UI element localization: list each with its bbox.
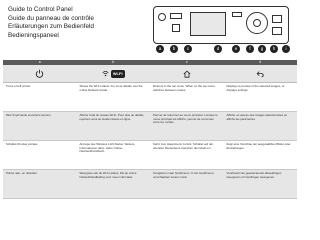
- callout-d: d: [214, 45, 222, 53]
- callout-c: c: [184, 45, 192, 53]
- wifi-button: [170, 13, 182, 19]
- ok-button: [253, 19, 261, 27]
- callout-a: a: [156, 45, 164, 53]
- power-button: [158, 13, 166, 21]
- callout-b: b: [170, 45, 178, 53]
- table-cell: Kehrt zum Hauptmenü zurück. Schaltet auf der obersten Menüebene zwischen den Modi um.: [153, 142, 214, 150]
- title-french: Guide du panneau de contrôle: [8, 14, 94, 22]
- power-icon: [35, 69, 44, 78]
- column-header-b: b: [112, 60, 115, 64]
- column-header-c: c: [185, 60, 188, 64]
- back-button: [232, 12, 242, 17]
- function-table: [3, 60, 297, 199]
- table-cell: Permet de retourner au menu principal. Lorsque le menu principal est affiché, permet de commuter entre les modes.: [153, 113, 218, 125]
- table-cell: Voorbeeld van geselecteerde afbeeldingen weergeven of instellingen weergeven.: [226, 171, 282, 179]
- table-cell: Displays a preview of the selected images, or displays settings.: [226, 84, 285, 92]
- column-header-d: d: [259, 60, 262, 64]
- column-header-a: a: [38, 60, 41, 64]
- icon-cell-b: [77, 65, 151, 82]
- callout-e: e: [232, 45, 240, 53]
- icon-row: [3, 65, 297, 83]
- table-cell: Met l'imprimante sous/hors tension.: [6, 113, 52, 117]
- title-english: Guide to Control Panel: [8, 6, 73, 13]
- icon-cell-d: [224, 65, 298, 82]
- icon-cell-c: [150, 65, 224, 82]
- table-cell: Zeigt eine Vorschau der ausgewählten Bilder oder Einstellungen.: [226, 142, 291, 150]
- table-row-german: [3, 141, 297, 170]
- stop-button: [272, 15, 282, 23]
- start-button: [272, 27, 282, 35]
- table-cell: Anzeige des Wireless LAN-Status. Weitere Informationen dazu, siehe Online-Netzwerkhandbuch.: [79, 142, 135, 154]
- back-icon: [256, 70, 264, 78]
- table-row-dutch: [3, 170, 297, 199]
- home-button: [172, 24, 180, 32]
- home-icon: [183, 70, 191, 78]
- table-cell: Printer aan- en uitzetten.: [6, 171, 38, 175]
- lcd-screen: [190, 12, 226, 36]
- control-panel-diagram: [153, 6, 289, 44]
- table-cell: Returns to the top menu. When on the top menu, switches between modes.: [153, 84, 216, 92]
- table-row-english: [3, 83, 297, 112]
- table-cell: Schaltet Drucker ein/aus.: [6, 142, 39, 146]
- callout-f: f: [246, 45, 254, 53]
- callout-h: h: [270, 45, 278, 53]
- table-cell: Shows the Wi-Fi status. For more details, see the online Network Guide.: [79, 84, 143, 92]
- title-german: Erläuterungen zum Bedienfeld: [8, 23, 94, 30]
- wifi-icon: [102, 70, 109, 77]
- callout-i: i: [282, 45, 290, 53]
- table-cell: Turns on/off printer.: [6, 84, 31, 88]
- wifi-badge: Wi-Fi: [111, 70, 125, 78]
- table-row-french: [3, 112, 297, 141]
- guide-titles: [8, 6, 94, 40]
- title-dutch: Bedieningspaneel: [8, 31, 59, 39]
- callout-g: g: [258, 45, 266, 53]
- table-cell: Weergave van de Wi-Fi-status. Zie de online Netwerkhandleiding voor meer informatie.: [79, 171, 137, 179]
- table-cell: Terugkeren naar hoofdmenu. In het hoofdmenu: omschakelen tussen modi.: [153, 171, 215, 179]
- table-cell: Affiche l'état du réseau Wi-Fi. Pour plus de détails, reportez-vous au Guide réseau en ligne.: [79, 113, 145, 121]
- table-cell: Affiche un aperçu des images sélectionnées ou affiche les paramètres.: [226, 113, 288, 121]
- icon-cell-a: [3, 65, 77, 82]
